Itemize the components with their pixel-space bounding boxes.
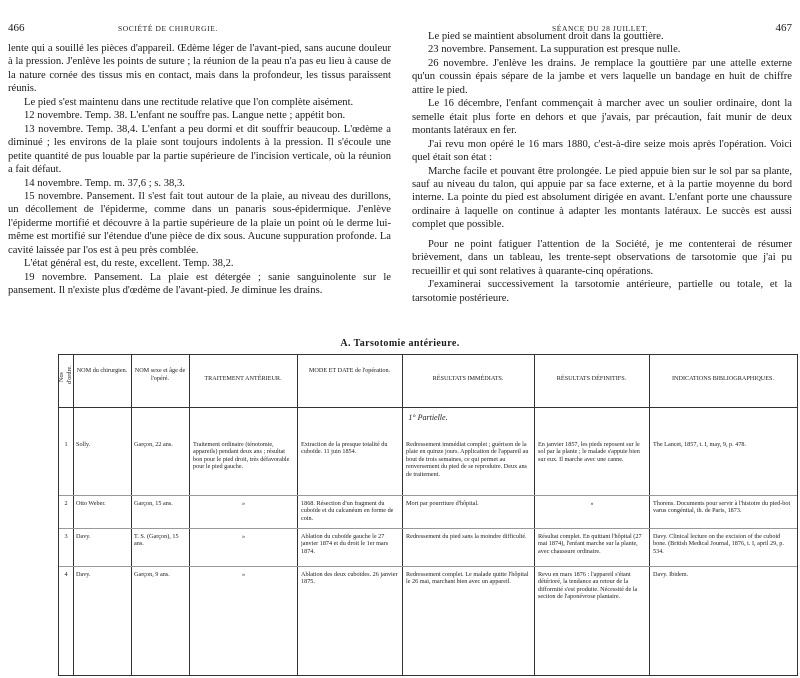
paragraph: Le pied s'est maintenu dans une rectitude relative que l'on complète aisément. xyxy=(24,96,354,108)
cell-surgeon: Solly. xyxy=(76,441,91,448)
cell-surgeon: Davy. xyxy=(76,571,91,578)
subsection-title: 1° Partielle. xyxy=(408,413,448,422)
header-operation: MODE ET DATE de l'opération. xyxy=(308,367,391,374)
paragraph: Marche facile et pouvant être prolongée. Le pied appuie bien sur le sol par sa plante, sauf au niveau du talon, qui appuie par sa face externe, et à la partie moyenne du bord interne. La pointe du pied est absolument dirigée en avant. L'enfant porte une chaussure ordinaire à laquelle on continue à adapter les montants latéraux. Le succès est aussi complet que possible. xyxy=(412,165,792,231)
paragraph: L'état général est, du reste, excellent. Temp. 38,2. xyxy=(24,258,234,270)
observations-table xyxy=(58,354,798,676)
right-page-number: 467 xyxy=(775,22,792,34)
paragraph: 26 novembre. J'enlève les drains. Je remplace la gouttière par une attelle externe qu'un coussin épais sépare de la jambe et vers laquelle un bandage en huit de chiffre attire le pied. xyxy=(412,57,792,96)
cell-patient: Garçon, 15 ans. xyxy=(134,500,173,507)
table-header xyxy=(59,355,797,408)
left-page-number: 466 xyxy=(8,22,25,34)
cell-prior-treatment: » xyxy=(241,500,246,507)
paragraph: 13 novembre. Temp. 38,4. L'enfant a peu dormi et dit souffrir beaucoup. L'œdème a diminué ; les environs de la plaie sont toujours indolents à la pression. Il s'écoule une petite quantité de pus louable par la partie supérieure de l'incision verticale, où la réunion a fait défaut. xyxy=(8,123,391,176)
cell-operation: Ablation des deux cuboïdes. 26 janvier 1875. xyxy=(301,571,398,586)
cell-final: En janvier 1857, les pieds reposent sur le sol par la plante ; le malade s'appuie bien sur eux. Il marche avec une canne. xyxy=(538,441,640,463)
paragraph: J'examinerai successivement la tarsotomie antérieure, partielle ou totale, et la tarsotomie postérieure. xyxy=(412,279,792,304)
left-page xyxy=(8,0,391,336)
cell-number: 2 xyxy=(64,500,68,507)
paragraph: 12 novembre. Temp. 38. L'enfant ne souffre pas. Langue nette ; appétit bon. xyxy=(24,110,346,122)
cell-immediate: Redressement complet. Le malade quitte l'hôpital le 26 mai, marchant bien avec un appareil. xyxy=(406,571,529,586)
left-page-body xyxy=(8,42,391,298)
cell-bibliography: The Lancet, 1857, t. I, may, 9, p. 478. xyxy=(653,441,747,448)
header-final-results: RÉSULTATS DÉFINITIFS. xyxy=(556,375,627,382)
cell-final: Résultat complet. En quittant l'hôpital (27 mai 1874), l'enfant marche sur la plante, avec chaussure ordinaire. xyxy=(538,533,642,555)
right-page-body xyxy=(412,30,792,305)
paragraph: Le 16 décembre, l'enfant commençait à marcher avec un soulier ordinaire, dont la semelle était plus forte en dehors et que j'avais, par précaution, fait munir de deux montants latéraux en fer. xyxy=(412,98,792,137)
paragraph: 15 novembre. Pansement. Il s'est fait tout autour de la plaie, au niveau des durillons, un décollement de l'épiderme, comme dans un panaris sous-épidermique. J'enlève l'épiderme mortifié et découvre à la partie supérieure de la plaie un point où le derme lui-même est mortifié sur l'étendue d'une pièce de dix sous. Aucune suppuration profonde. La cavité laissée par l'os est à peu près comblée. xyxy=(8,190,391,256)
table-row xyxy=(59,528,797,567)
cell-operation: Extraction de la presque totalité du cuboïde. 11 juin 1854. xyxy=(301,441,388,456)
cell-prior-treatment: » xyxy=(241,533,246,540)
table-section-title: A. Tarsotomie antérieure. xyxy=(340,338,460,349)
cell-immediate: Redressement du pied sans la moindre difficulté. xyxy=(406,533,527,540)
paragraph: J'ai revu mon opéré le 16 mars 1880, c'est-à-dire seize mois après l'opération. Voici quel était son état : xyxy=(412,138,792,164)
header-surgeon: NOM du chirurgien. xyxy=(76,367,128,374)
paragraph: 23 novembre. Pansement. La suppuration est presque nulle. xyxy=(428,44,681,56)
right-page xyxy=(412,0,792,336)
paragraph: lente qui a souillé les pièces d'appareil. Œdème léger de l'avant-pied, sans aucune douleur à la pression. J'enlève les points de suture ; la réunion de la peau n'a pas eu lieu à cause de la nature cornée des tissus mis en contact, mais dans la profondeur, les tissus paraissent réunis. xyxy=(8,43,391,95)
cell-number: 4 xyxy=(64,571,68,578)
paragraph: 14 novembre. Temp. m. 37,6 ; s. 38,3. xyxy=(24,177,185,189)
paragraph: Le pied se maintient absolument droit dans la gouttière. xyxy=(428,31,664,42)
paragraph: Pour ne point fatiguer l'attention de la Société, je me contenterai de résumer brièvement, dans un tableau, les trente-sept observations de tarsotomie que j'ai pu recueillir et qui sont relatives à quarante-cinq opérations. xyxy=(412,238,792,277)
cell-operation: 1868. Résection d'un fragment du cuboïde et du calcanéum en forme de coin. xyxy=(301,500,394,522)
cell-number: 3 xyxy=(64,533,68,540)
cell-patient: Garçon, 22 ans. xyxy=(134,441,173,448)
header-number: Nos d'ordre. xyxy=(58,365,73,384)
cell-bibliography: Davy. Clinical lecture on the excision of the cuboid bone. (British Medical Journal, 1876, t. I, april 29, p. 534. xyxy=(653,533,784,555)
paragraph: 19 novembre. Pansement. La plaie est détergée ; sanie sanguinolente sur le pansement. Il n'existe plus d'œdème de l'avant-pied. Je diminue les drains. xyxy=(8,271,391,297)
cell-immediate: Redressement immédiat complet ; guérison de la plaie en quinze jours. Application de l'appareil au bout de trois semaines, ce qui permet au renversement du pied de se reproduire. Deux ans de traitement. xyxy=(406,441,529,478)
cell-surgeon: Davy. xyxy=(76,533,91,540)
header-prior-treatment: TRAITEMENT ANTÉRIEUR. xyxy=(204,375,282,382)
cell-number: 1 xyxy=(64,441,68,448)
left-running-title: SOCIÉTÉ DE CHIRURGIE. xyxy=(118,24,218,33)
cell-final: Revu en mars 1876 : l'appareil s'étant détérioré, la tendance au retour de la difformité s'est produite. Nécessité de la section de l'aponévrose plantaire. xyxy=(538,571,638,601)
cell-bibliography: Thorens. Documents pour servir à l'histoire du pied-bot varus congénital, th. de Paris, 1873. xyxy=(653,500,791,515)
cell-surgeon: Otto Weber. xyxy=(76,500,106,507)
header-bibliography: INDICATIONS BIBLIOGRAPHIQUES. xyxy=(671,375,775,382)
cell-patient: T. S. (Garçon), 15 ans. xyxy=(134,533,179,548)
cell-immediate: Mort par pourriture d'hôpital. xyxy=(406,500,479,507)
header-patient: NOM sexe et âge de l'opéré. xyxy=(134,367,186,382)
right-running-title: SÉANCE DU 28 JUILLET. xyxy=(552,24,649,33)
cell-bibliography: Davy. Ibidem. xyxy=(653,571,689,578)
left-running-head xyxy=(8,22,391,36)
cell-patient: Garçon, 9 ans. xyxy=(134,571,170,578)
cell-operation: Ablation du cuboïde gauche le 27 janvier 1874 et du droit le 1er mars 1874. xyxy=(301,533,389,555)
cell-prior-treatment: Traitement ordinaire (ténotomie, appareils) pendant deux ans ; résultat bon pour le pied droit, très défavorable pour le pied gauche. xyxy=(193,441,290,471)
table-row xyxy=(59,495,797,529)
cell-final: » xyxy=(590,500,594,507)
cell-prior-treatment: » xyxy=(241,571,246,578)
header-immediate-results: RÉSULTATS IMMÉDIATS. xyxy=(432,375,504,382)
table-row xyxy=(59,566,797,627)
table-row xyxy=(59,427,797,495)
